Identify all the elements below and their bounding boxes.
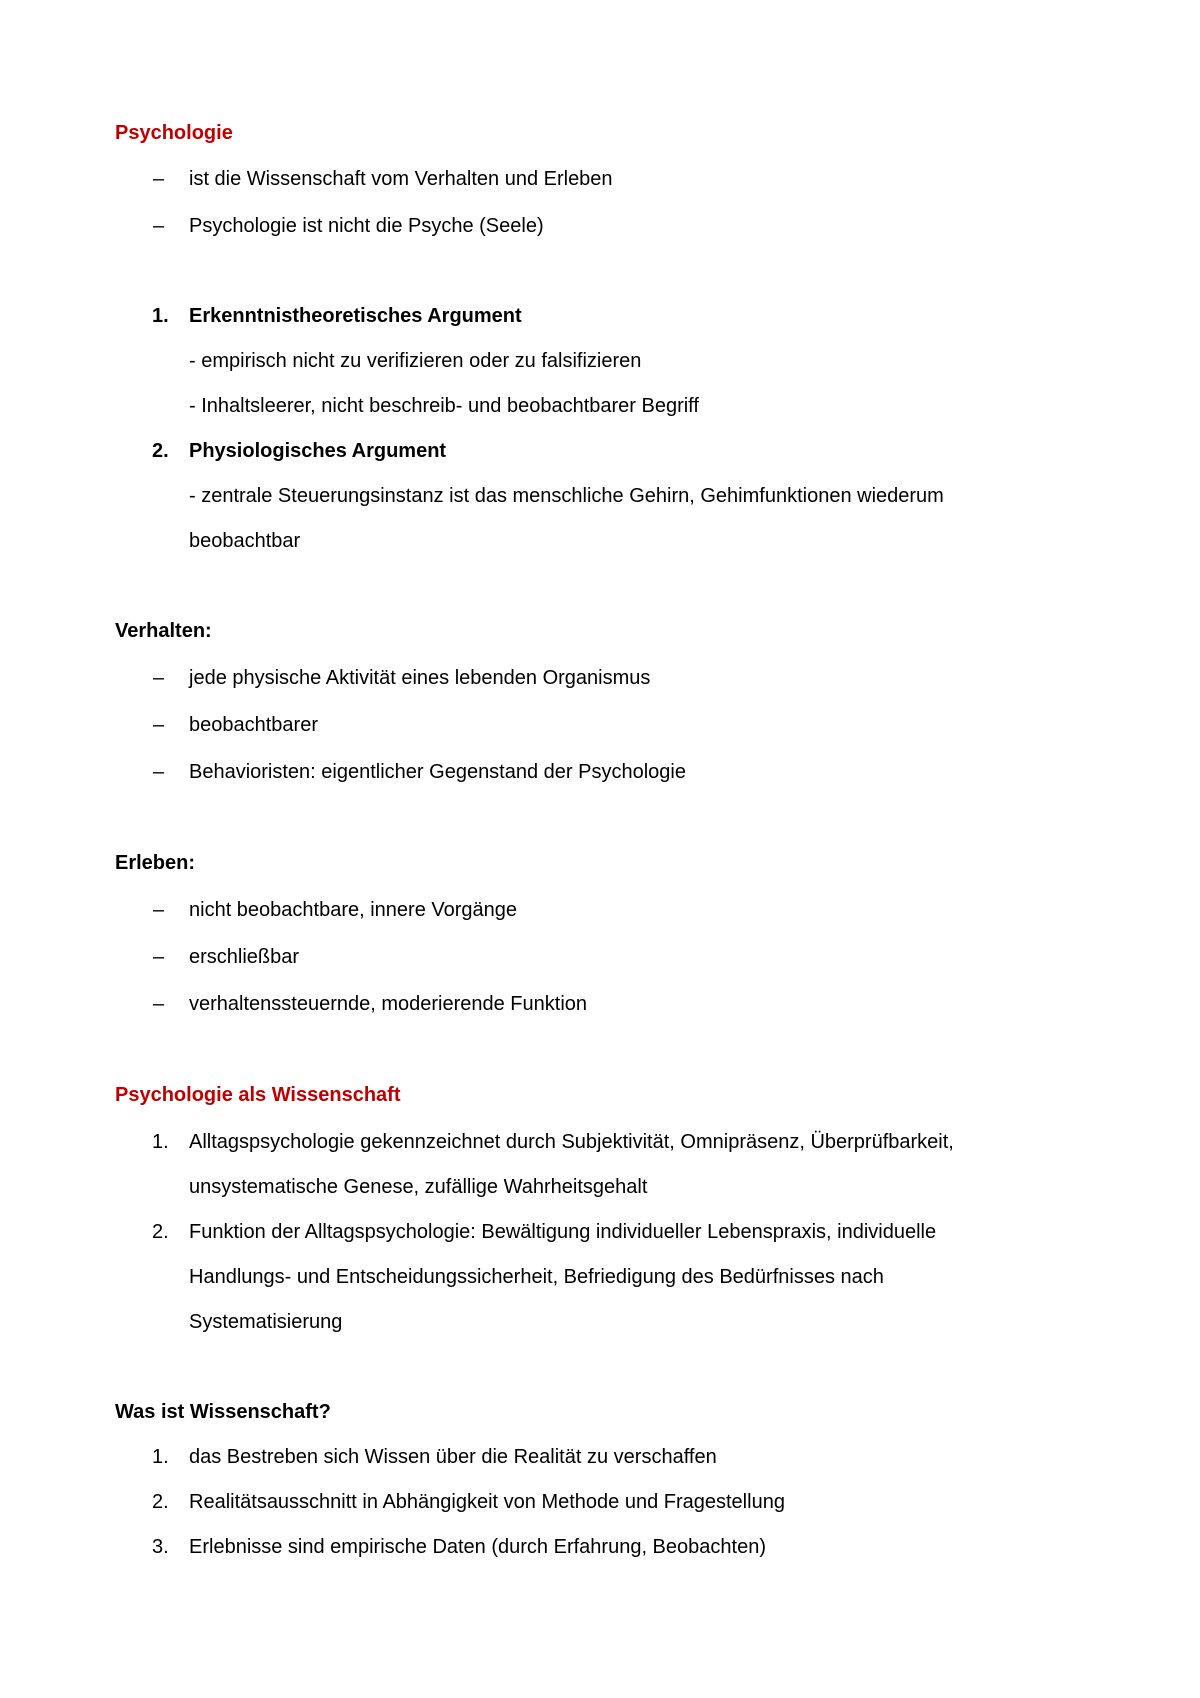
dash-bullet: – (153, 168, 165, 190)
item-number: 3. (152, 1536, 169, 1558)
list-item-text: Behavioristen: eigentlicher Gegenstand der Psychologie (189, 761, 686, 783)
list-item-text: beobachtbarer (189, 714, 318, 736)
list-item-text: verhaltenssteuernde, moderierende Funktion (189, 993, 588, 1015)
section-heading-verhalten: Verhalten: (115, 620, 212, 642)
item-number: 1. (152, 305, 169, 327)
section-heading-erleben: Erleben: (115, 852, 196, 874)
section-heading-psychologie: Psychologie (115, 122, 233, 144)
item-number: 2. (152, 440, 169, 462)
item-number: 2. (152, 1221, 169, 1243)
list-item-text: nicht beobachtbare, innere Vorgänge (189, 899, 518, 921)
dash-bullet: – (153, 667, 165, 689)
list-item-text: jede physische Aktivität eines lebenden Organismus (189, 667, 651, 689)
argument-line-text: - zentrale Steuerungsinstanz ist das menschliche Gehirn, Gehimfunktionen wiederum (189, 485, 944, 507)
list-item-text: Psychologie ist nicht die Psyche (Seele) (189, 215, 544, 237)
dash-bullet: – (153, 761, 165, 783)
dash-bullet: – (153, 993, 165, 1015)
argument-line-text: - Inhaltsleerer, nicht beschreib- und beobachtbarer Begriff (189, 395, 699, 417)
numbered-item-text: Alltagspsychologie gekennzeichnet durch Subjektivität, Omnipräsenz, Überprüfbarkeit, (189, 1131, 954, 1153)
argument-line-text: beobachtbar (189, 530, 301, 552)
numbered-item-text: Realitätsausschnitt in Abhängigkeit von Methode und Fragestellung (189, 1491, 785, 1513)
numbered-item-text: Systematisierung (189, 1311, 343, 1333)
list-item-text: erschließbar (189, 946, 300, 968)
dash-bullet: – (153, 714, 165, 736)
numbered-item-text: Funktion der Alltagspsychologie: Bewältigung individueller Lebenspraxis, individuelle (189, 1221, 937, 1243)
argument-line-text: - empirisch nicht zu verifizieren oder zu falsifizieren (189, 350, 642, 372)
section-heading-psychologie-als-wissenschaft: Psychologie als Wissenschaft (115, 1084, 401, 1106)
list-item-text: ist die Wissenschaft vom Verhalten und Erleben (189, 168, 613, 190)
dash-bullet: – (153, 946, 165, 968)
item-number: 1. (152, 1131, 169, 1153)
argument-title: Physiologisches Argument (189, 440, 447, 462)
numbered-item-text: das Bestreben sich Wissen über die Realität zu verschaffen (189, 1446, 717, 1468)
numbered-item-text: Handlungs- und Entscheidungssicherheit, Befriedigung des Bedürfnisses nach (189, 1266, 884, 1288)
dash-bullet: – (153, 899, 165, 921)
numbered-item-text: unsystematische Genese, zufällige Wahrheitsgehalt (189, 1176, 648, 1198)
section-heading-was-ist-wissenschaft: Was ist Wissenschaft? (115, 1401, 331, 1423)
argument-title: Erkenntnistheoretisches Argument (189, 305, 522, 327)
dash-bullet: – (153, 215, 165, 237)
item-number: 1. (152, 1446, 169, 1468)
numbered-item-text: Erlebnisse sind empirische Daten (durch Erfahrung, Beobachten) (189, 1536, 766, 1558)
item-number: 2. (152, 1491, 169, 1513)
